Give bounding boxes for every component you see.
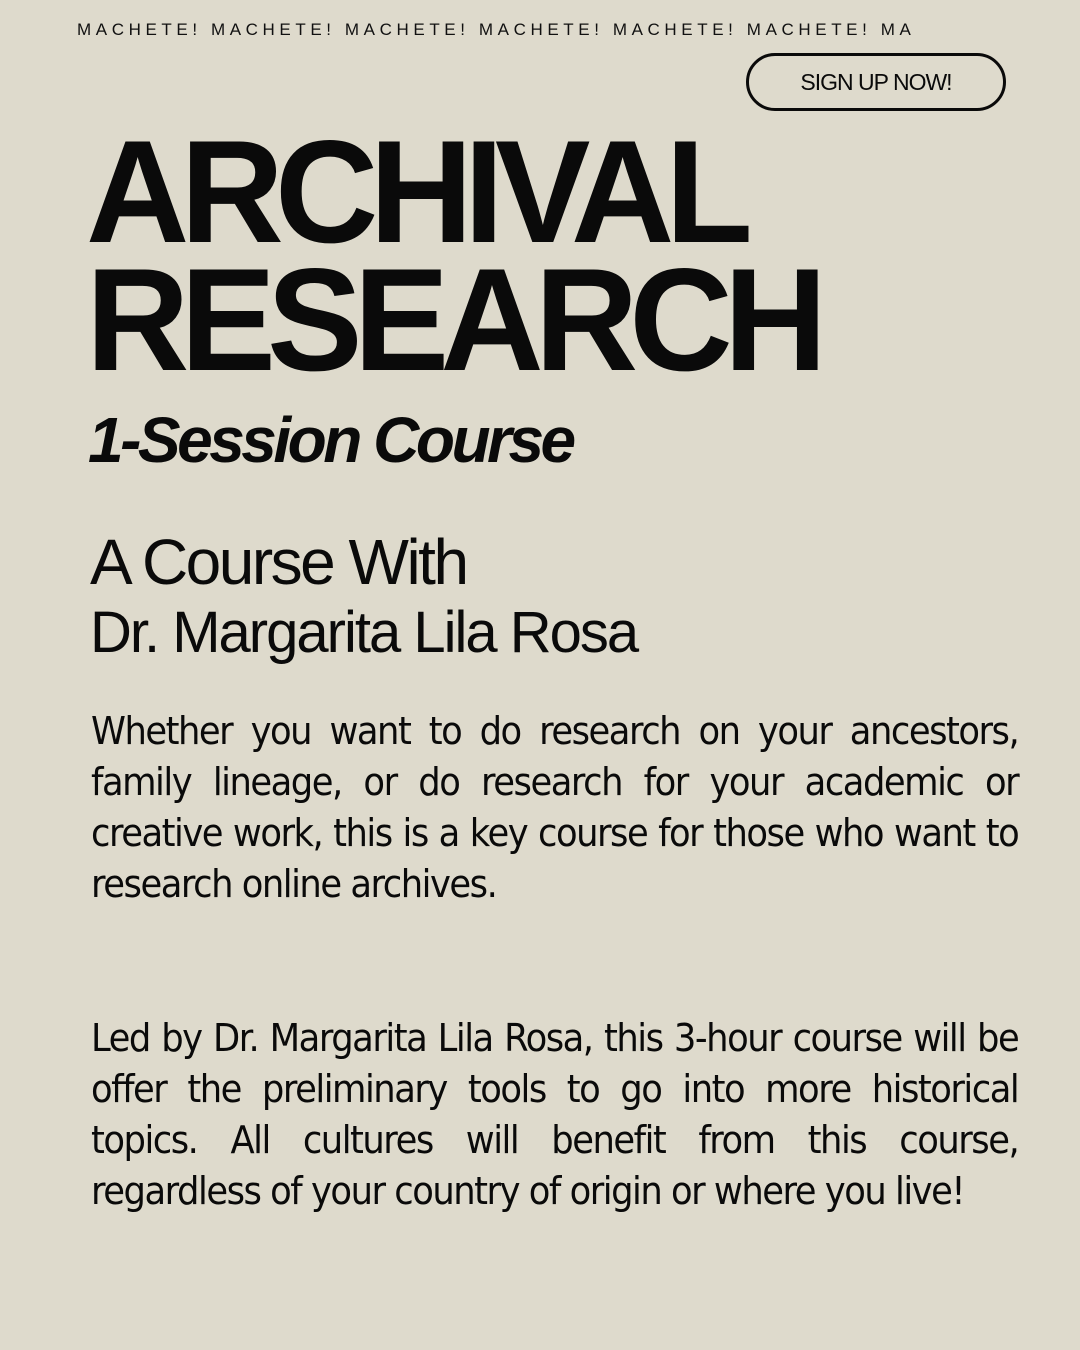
- title-line-1: ARCHIVAL: [86, 110, 745, 273]
- description-paragraph-1: Whether you want to do research on your ancestors, family lineage, or do research for your academic or creative work, this is a key course for those who want to research online archives.: [91, 709, 1019, 906]
- instructor-name: Dr. Margarita Lila Rosa: [90, 600, 638, 665]
- sign-up-label: SIGN UP NOW!: [800, 68, 952, 95]
- page-title: [86, 110, 819, 401]
- ticker-banner: [0, 18, 1080, 42]
- title-line-2: RESEARCH: [86, 238, 819, 401]
- sign-up-button[interactable]: [746, 53, 1006, 111]
- course-subtitle: 1-Session Course: [88, 404, 573, 476]
- instructor-intro: A Course With: [90, 526, 467, 598]
- ticker-text: MACHETE! MACHETE! MACHETE! MACHETE! MACHETE! MACHETE! MA: [77, 20, 916, 39]
- description-paragraph-2: Led by Dr. Margarita Lila Rosa, this 3-hour course will be offer the preliminary tools to go into more historical topics. All cultures will benefit from this course, regardless of your country of origin or where you live!: [91, 1016, 1019, 1213]
